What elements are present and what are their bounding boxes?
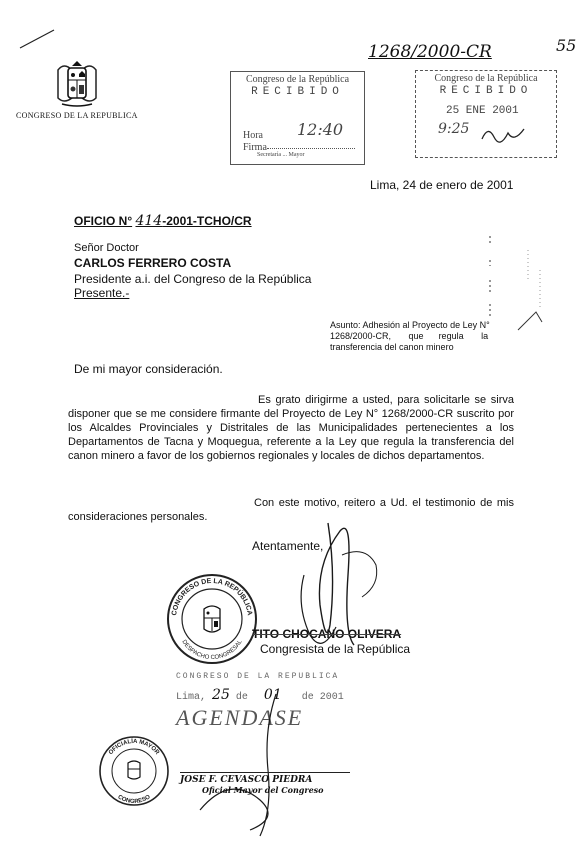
official-seal-ring: [98, 735, 170, 807]
closing: Atentamente,: [252, 539, 324, 553]
footer-stamp-de1: de: [235, 692, 248, 703]
received-stamp-right: [415, 70, 557, 158]
footer-stamp-lima: Lima,: [176, 692, 207, 703]
stamp-right-time: 9:25: [438, 121, 470, 137]
date-line: Lima, 24 de enero de 2001: [370, 178, 514, 192]
official-name: JOSE F. CEVASCO PIEDRA: [180, 775, 313, 785]
greeting: De mi mayor consideración.: [74, 362, 223, 376]
official-signature: [180, 690, 300, 840]
footer-stamp-de2: de 2001: [301, 692, 344, 703]
signer-seal: [166, 573, 258, 665]
signer-seal-inner-text: DESPACHO CONGRESAL: [180, 639, 244, 662]
footer-stamp-month: 01: [263, 687, 282, 703]
oficio-heading: [74, 213, 252, 229]
stamp-right-date: 25 ENE 2001: [446, 105, 519, 117]
body-paragraph-1: Es grato dirigirme a usted, para solicitarle se sirva disponer que se me considere firmante del Proyecto de Ley N° 1268/2000-CR suscrito por los Alcaldes Provinciales y Distritales de las Municipalidades pertenecientes a los Departamentos de Tacna y Moquegua, referente a la Ley que regula la transferencia del canon minero a favor de los gobiernos regionales y locales de dichos departamentos.: [68, 394, 514, 462]
oficio-suffix: -2001-TCHO/CR: [162, 214, 252, 228]
addressee-presente: Presente.-: [74, 286, 130, 300]
stamp-left-firma-line: [267, 138, 355, 149]
footer-stamp-action: AGENDASE: [176, 705, 304, 730]
addressee-salutation: Señor Doctor: [74, 242, 139, 254]
oficio-number: 414: [135, 213, 163, 229]
handwritten-reference: 1268/2000-CR: [368, 42, 492, 62]
page-number: 55: [556, 36, 577, 55]
addressee-title: Presidente a.i. del Congreso de la República: [74, 272, 312, 286]
addressee-name: CARLOS FERRERO COSTA: [74, 256, 232, 270]
oficio-prefix: OFICIO N°: [74, 214, 133, 228]
stamp-left-hora-value: 12:40: [297, 120, 344, 139]
asunto-block: [330, 320, 520, 353]
received-stamp-left: [230, 71, 365, 165]
stamp-left-line1: Congreso de la República: [245, 74, 350, 85]
coat-of-arms-icon: [52, 60, 102, 108]
footer-stamp-line1: CONGRESO DE LA REPUBLICA: [176, 672, 340, 681]
handwritten-slash: [18, 28, 58, 50]
stamp-left-footer: Secretaría ... Mayor: [257, 152, 305, 158]
asunto-line2: 1268/2000-CR, que regula la: [330, 331, 489, 341]
stamp-right-line2: RECIBIDO: [439, 85, 533, 97]
official-seal: [98, 735, 170, 807]
footer-stamp-day: 25: [212, 687, 230, 703]
stamp-left-hora-label: Hora: [243, 130, 263, 141]
signer-name: TITO CHOCANO OLIVERA: [252, 627, 402, 641]
official-seal-ring-text: OFICIALÍA MAYOR: [108, 738, 160, 757]
stamp-right-line1: Congreso de la República: [434, 73, 538, 84]
stamp-left-line2: RECIBIDO: [251, 86, 344, 98]
signer-seal-ring: [166, 573, 258, 665]
asunto-line1: Asunto: Adhesión al Proyecto de Ley N°: [330, 320, 490, 330]
signer-seal-ring-text: CONGRESO DE LA REPÚBLICA: [171, 577, 253, 617]
svg-text:OFICIALÍA MAYOR: [108, 737, 160, 757]
official-title: Oficial Mayor del Congreso: [202, 785, 324, 795]
body-paragraph-2: Con este motivo, reitero a Ud. el testimonio de mis consideraciones personales.: [68, 497, 514, 523]
official-seal-bottom-text: CONGRESO: [116, 794, 152, 806]
stamp-left-firma-label: Firma: [243, 142, 267, 153]
official-block: [180, 772, 350, 795]
stamp-right-signature: [478, 121, 528, 147]
signer-title: Congresista de la República: [260, 642, 411, 656]
asunto-line3: transferencia del canon minero: [330, 342, 454, 352]
institution-name: CONGRESO DE LA REPUBLICA: [16, 111, 138, 120]
